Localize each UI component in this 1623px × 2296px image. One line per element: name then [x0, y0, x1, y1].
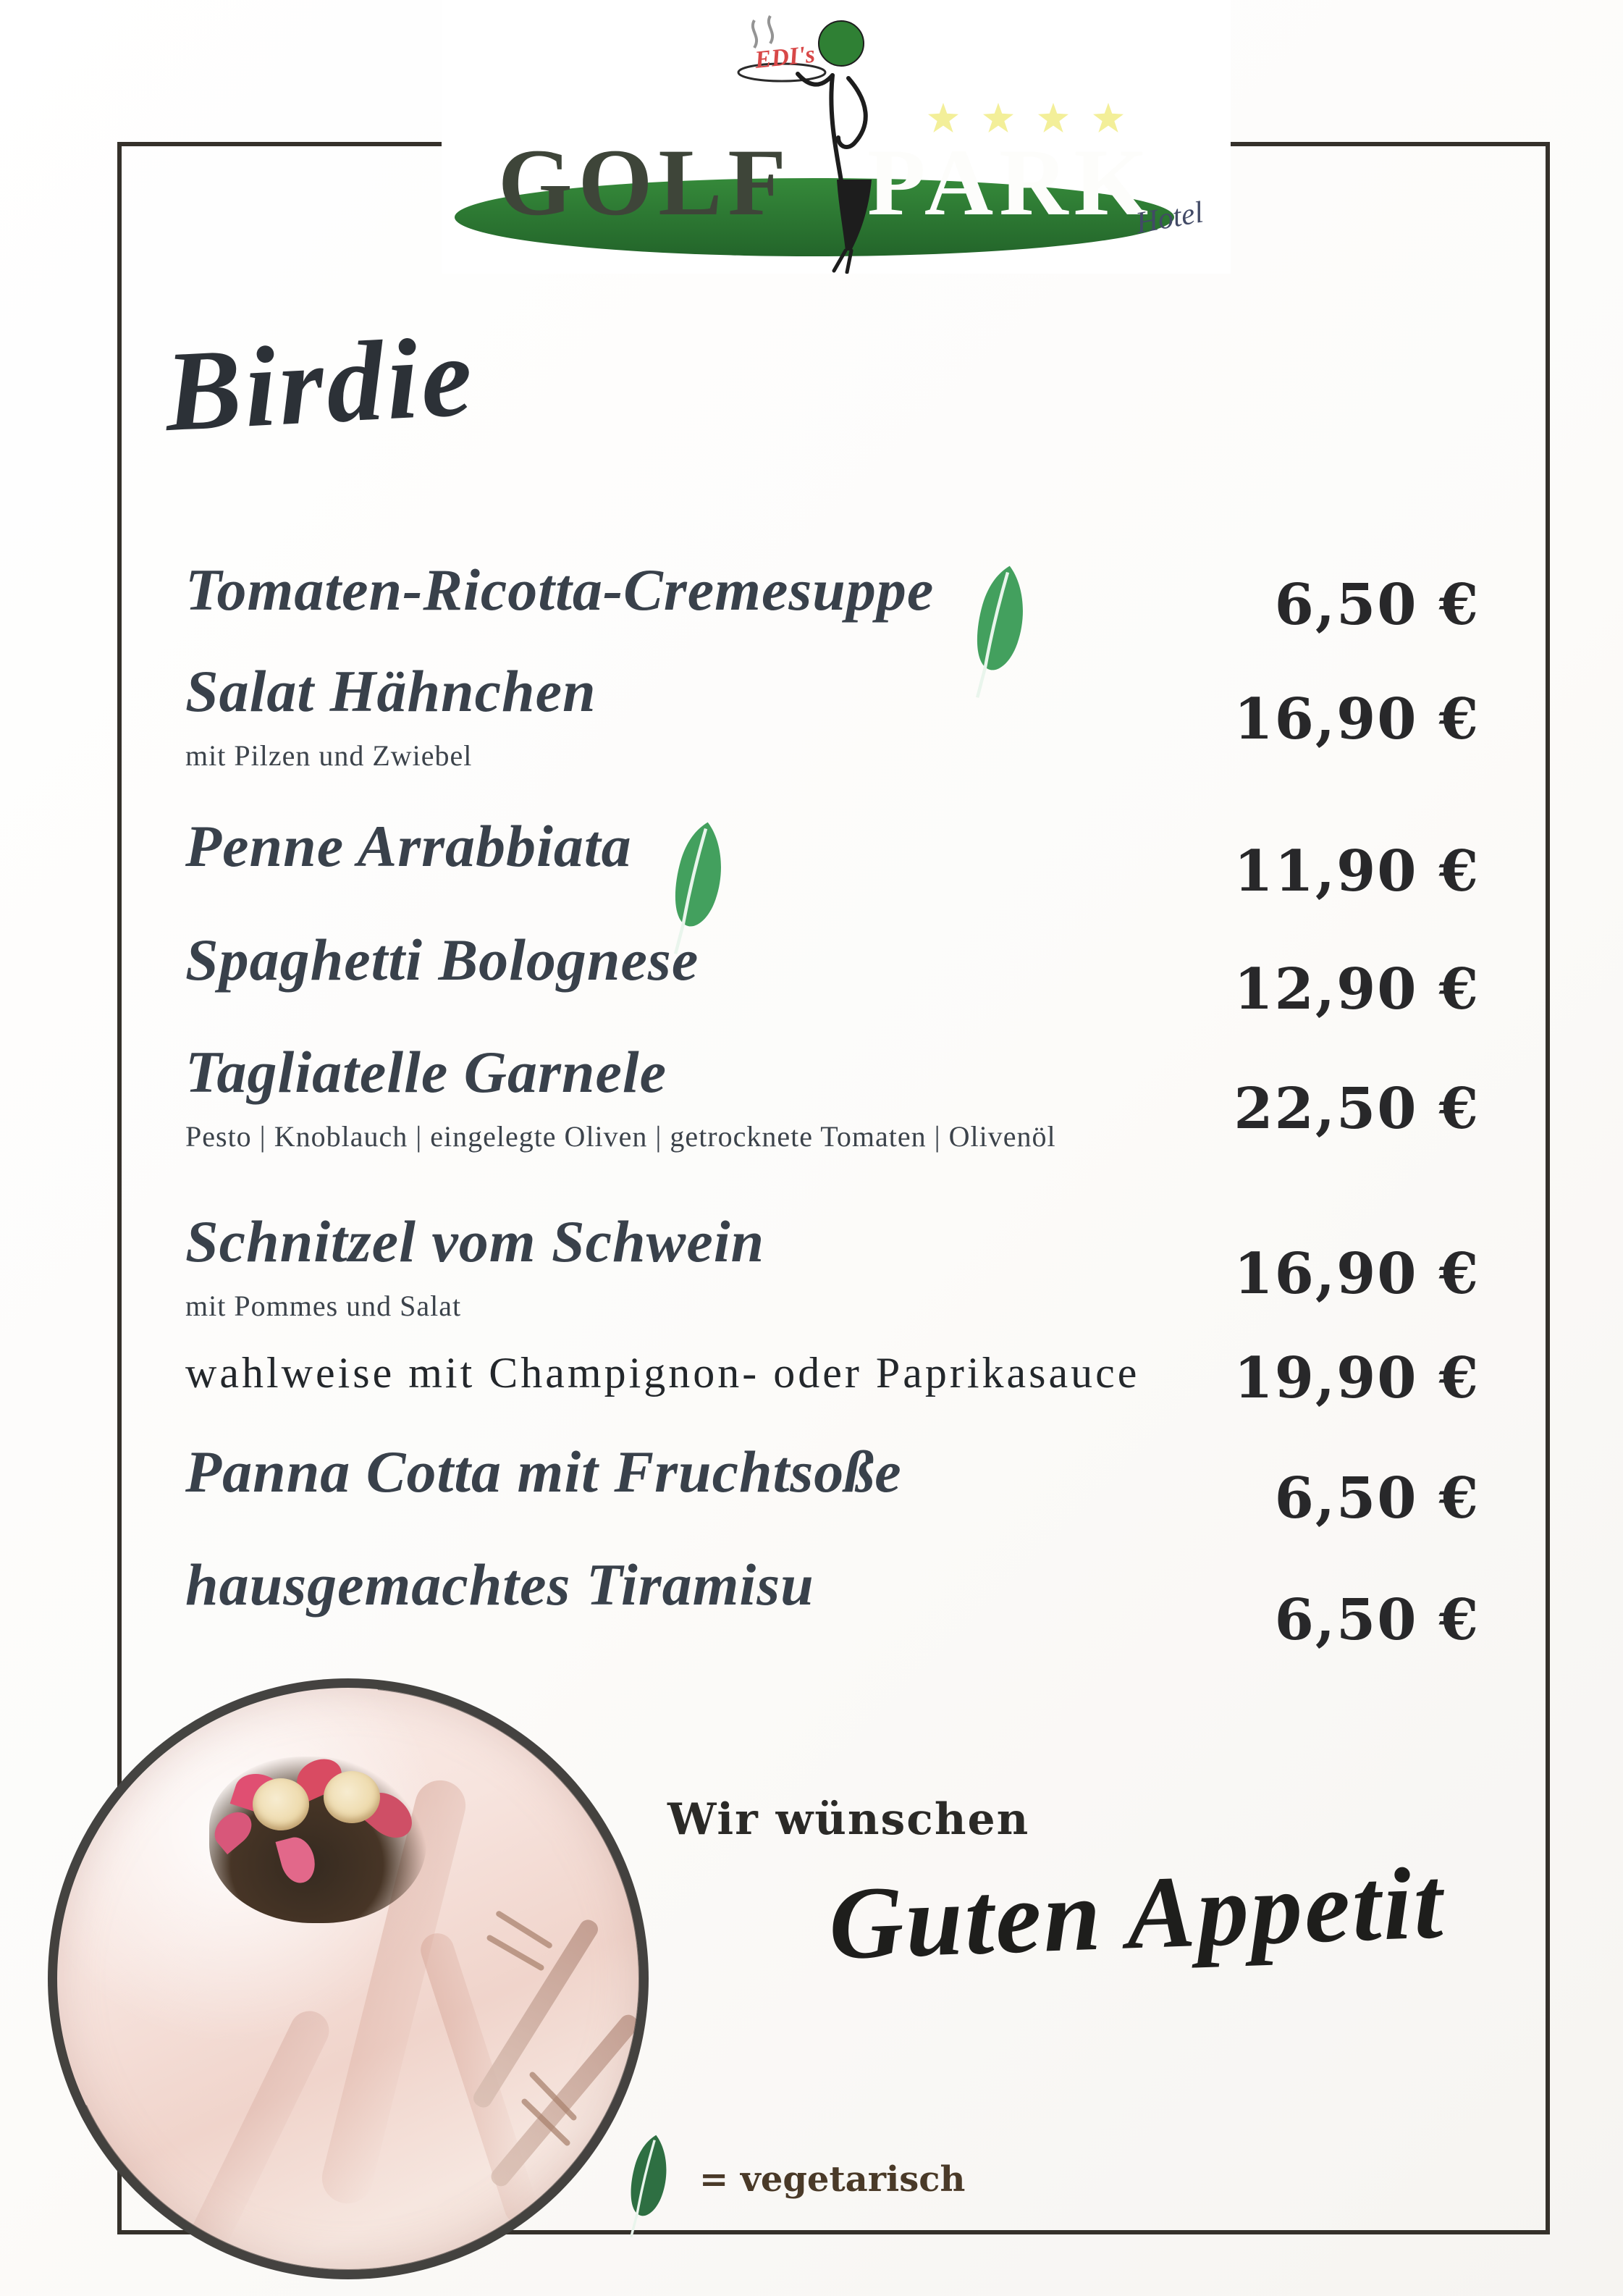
- guten-appetit-text: Guten Appetit: [827, 1845, 1446, 1981]
- menu-item-price: 22,50 €: [1234, 1076, 1480, 1142]
- menu-item-name: Spaghetti Bolognese: [185, 927, 699, 993]
- page-title: Birdie: [161, 312, 479, 456]
- menu-item-row: [0, 1441, 1623, 1531]
- rating-star-icon: [928, 103, 958, 133]
- menu-item-price: 16,90 €: [1234, 686, 1480, 752]
- menu-item-description: mit Pommes und Salat: [185, 1290, 462, 1323]
- menu-item-name: Tagliatelle Garnele: [185, 1039, 667, 1105]
- menu-item-row: [0, 660, 1623, 773]
- menu-item-name: Schnitzel vom Schwein: [185, 1208, 765, 1274]
- fork: [470, 1917, 601, 2111]
- menu-item-row: [0, 1041, 1623, 1153]
- napkin-fold: [416, 1929, 542, 2229]
- menu-item-description: Pesto | Knoblauch | eingelegte Oliven | getrocknete Tomaten | Olivenöl: [185, 1120, 1056, 1153]
- fork-tines: [495, 1910, 554, 1949]
- rating-star-icon: [1093, 103, 1124, 133]
- golfpark-logo: [442, 0, 1231, 274]
- fork-tines: [486, 1934, 545, 1972]
- logo-hotel-label: Hotel: [1133, 195, 1206, 240]
- menu-item-option: wahlweise mit Champignon- oder Paprikasauce: [185, 1349, 1140, 1397]
- menu-item-price: 12,90 €: [1234, 956, 1480, 1022]
- cream-rosette: [324, 1771, 380, 1823]
- menu-item-name: Panna Cotta mit Fruchtsoße: [185, 1439, 902, 1505]
- menu-item-name: Penne Arrabbiata: [185, 813, 632, 879]
- logo-word-park: PARK: [867, 129, 1155, 235]
- logo-tray-label: EDI's: [753, 41, 817, 74]
- rating-stars: [928, 103, 1124, 133]
- menu-item-row: [0, 1345, 1623, 1411]
- fork-tines: [528, 2071, 578, 2122]
- logo-word-golf: GOLF: [498, 129, 793, 235]
- menu-item-price: 6,50 €: [1274, 572, 1480, 638]
- menu-item-row: [0, 1208, 1623, 1323]
- menu-item-name: hausgemachtes Tiramisu: [185, 1552, 814, 1618]
- menu-item-price: 11,90 €: [1234, 838, 1480, 904]
- steam-icon: [753, 16, 772, 48]
- vegetarian-leaf-icon: [617, 2133, 683, 2243]
- menu-item-price: 6,50 €: [1274, 1587, 1480, 1653]
- menu-item-price: 19,90 €: [1234, 1345, 1480, 1411]
- waiter-torso: [831, 75, 841, 181]
- waiter-head: [819, 21, 864, 66]
- fork-tines: [520, 2098, 571, 2147]
- golfpark-logo-graphic: [442, 0, 1231, 274]
- dessert-photo: [48, 1678, 649, 2279]
- vegetarian-legend: [617, 2133, 965, 2243]
- menu-item-name: Tomaten-Ricotta-Cremesuppe: [185, 557, 935, 623]
- rating-star-icon: [1038, 103, 1068, 133]
- waiter-arm-right: [838, 78, 866, 147]
- menu-item-description: mit Pilzen und Zwiebel: [185, 739, 473, 773]
- wish-text: Wir wünschen: [667, 1794, 1030, 1845]
- rating-star-icon: [983, 103, 1013, 133]
- cream-rosette: [253, 1778, 309, 1830]
- napkin-fold: [180, 2004, 335, 2268]
- menu-item-price: 6,50 €: [1274, 1466, 1480, 1531]
- menu-item-name: Salat Hähnchen: [185, 658, 596, 724]
- menu-item-price: 16,90 €: [1234, 1241, 1480, 1307]
- menu-item-row: [0, 1554, 1623, 1653]
- legend-text: = vegetarisch: [699, 2159, 966, 2200]
- menu-item-row: [0, 929, 1623, 1022]
